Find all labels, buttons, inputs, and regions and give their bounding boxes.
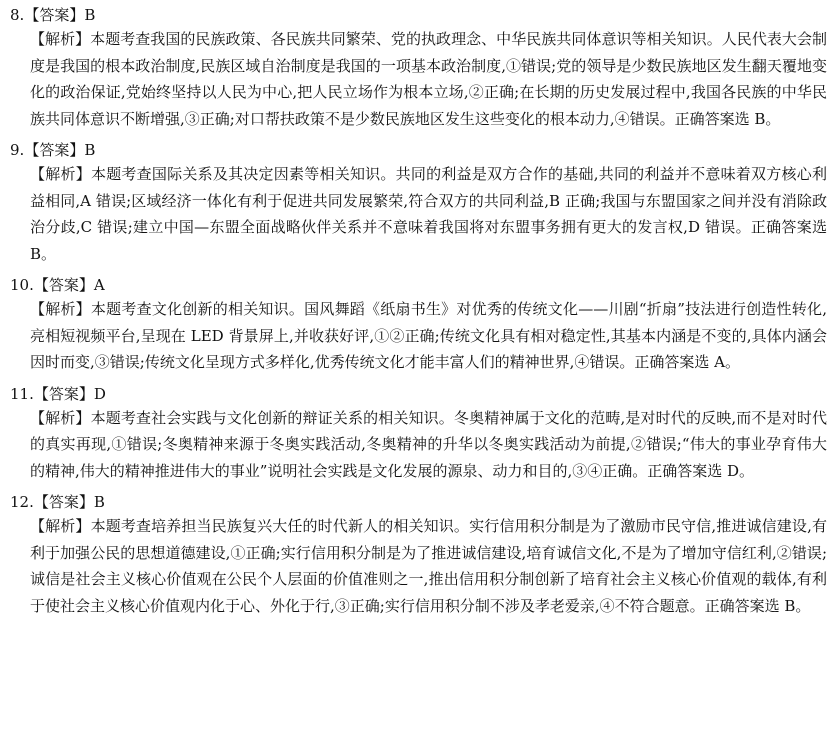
question-number: 10.	[10, 276, 34, 294]
question-number: 8.	[10, 6, 25, 24]
answer-value: B	[84, 141, 96, 159]
analysis-paragraph	[10, 513, 827, 619]
analysis-paragraph	[10, 161, 827, 267]
question-number: 9.	[10, 141, 25, 159]
question-header	[10, 491, 827, 513]
analysis-text: 本题考查国际关系及其决定因素等相关知识。共同的利益是双方合作的基础,共同的利益并不意味着双方核心利益相同,A 错误;区域经济一体化有利于促进共同发展繁荣,符合双方的共同利益,B 正确;我国与东盟国家之间并没有消除政治分歧,C 错误;建立中国—东盟全面战略伙伴关系并不意味着我国将对东盟事务拥有更大的发言权,D 错误。正确答案选 B。	[30, 165, 827, 263]
answer-tag: 【答案】	[24, 141, 85, 159]
question-11	[10, 383, 827, 485]
analysis-tag: 【解析】	[30, 517, 91, 535]
question-header	[10, 4, 827, 26]
answer-value: A	[93, 276, 105, 294]
analysis-tag: 【解析】	[30, 408, 91, 427]
analysis-text: 本题考查文化创新的相关知识。国风舞蹈《纸扇书生》对优秀的传统文化——川剧“折扇”技法进行创造性转化,亮相短视频平台,呈现在 LED 背景屏上,并收获好评,①②正确;传统文化具有相对稳定性,其基本内涵是不变的,具体内涵会因时而变,③错误;传统文化呈现方式多样化,优秀传统文化才能丰富人们的精神世界,④错误。正确答案选 A。	[30, 300, 827, 371]
question-number: 12.	[10, 493, 34, 511]
question-header	[10, 274, 827, 296]
analysis-tag: 【解析】	[30, 30, 91, 48]
answer-tag: 【答案】	[24, 6, 85, 24]
analysis-text: 本题考查我国的民族政策、各民族共同繁荣、党的执政理念、中华民族共同体意识等相关知识。人民代表大会制度是我国的根本政治制度,民族区域自治制度是我国的一项基本政治制度,①错误;党的领导是少数民族地区发生翻天覆地变化的政治保证,党始终坚持以人民为中心,把人民立场作为根本立场,②正确;在长期的历史发展过程中,我国各民族的中华民族共同体意识不断增强,③正确;对口帮扶政策不是少数民族地区发生这些变化的根本动力,④错误。正确答案选 B。	[30, 30, 827, 128]
question-header	[10, 383, 827, 405]
question-8	[10, 4, 827, 132]
answer-value: B	[93, 493, 105, 511]
analysis-paragraph	[10, 296, 827, 376]
analysis-text: 本题考查培养担当民族复兴大任的时代新人的相关知识。实行信用积分制是为了激励市民守信,推进诚信建设,有利于加强公民的思想道德建设,①正确;实行信用积分制是为了推进诚信建设,培育诚信文化,不是为了增加守信红利,②错误;诚信是社会主义核心价值观在公民个人层面的价值准则之一,推出信用积分制创新了培育社会主义核心价值观的载体,有利于使社会主义核心价值观内化于心、外化于行,③正确;实行信用积分制不涉及孝老爱亲,④不符合题意。正确答案选 B。	[30, 517, 827, 615]
question-9	[10, 139, 827, 267]
analysis-tag: 【解析】	[30, 165, 91, 183]
analysis-paragraph	[10, 26, 827, 132]
question-10	[10, 274, 827, 376]
answer-tag: 【答案】	[33, 493, 94, 511]
answer-tag: 【答案】	[33, 384, 94, 403]
question-12	[10, 491, 827, 619]
question-header	[10, 139, 827, 161]
analysis-tag: 【解析】	[30, 300, 91, 318]
analysis-paragraph	[10, 405, 827, 485]
question-number: 11.	[10, 384, 34, 403]
answer-tag: 【答案】	[33, 276, 94, 294]
answer-value: B	[84, 6, 96, 24]
answer-value: D	[93, 384, 106, 403]
analysis-text: 本题考查社会实践与文化创新的辩证关系的相关知识。冬奥精神属于文化的范畴,是对时代的反映,而不是对时代的真实再现,①错误;冬奥精神来源于冬奥实践活动,冬奥精神的升华以冬奥实践活动为前提,②错误;“伟大的事业孕育伟大的精神,伟大的精神推进伟大的事业”说明社会实践是文化发展的源泉、动力和目的,③④正确。正确答案选 D。	[30, 408, 827, 480]
